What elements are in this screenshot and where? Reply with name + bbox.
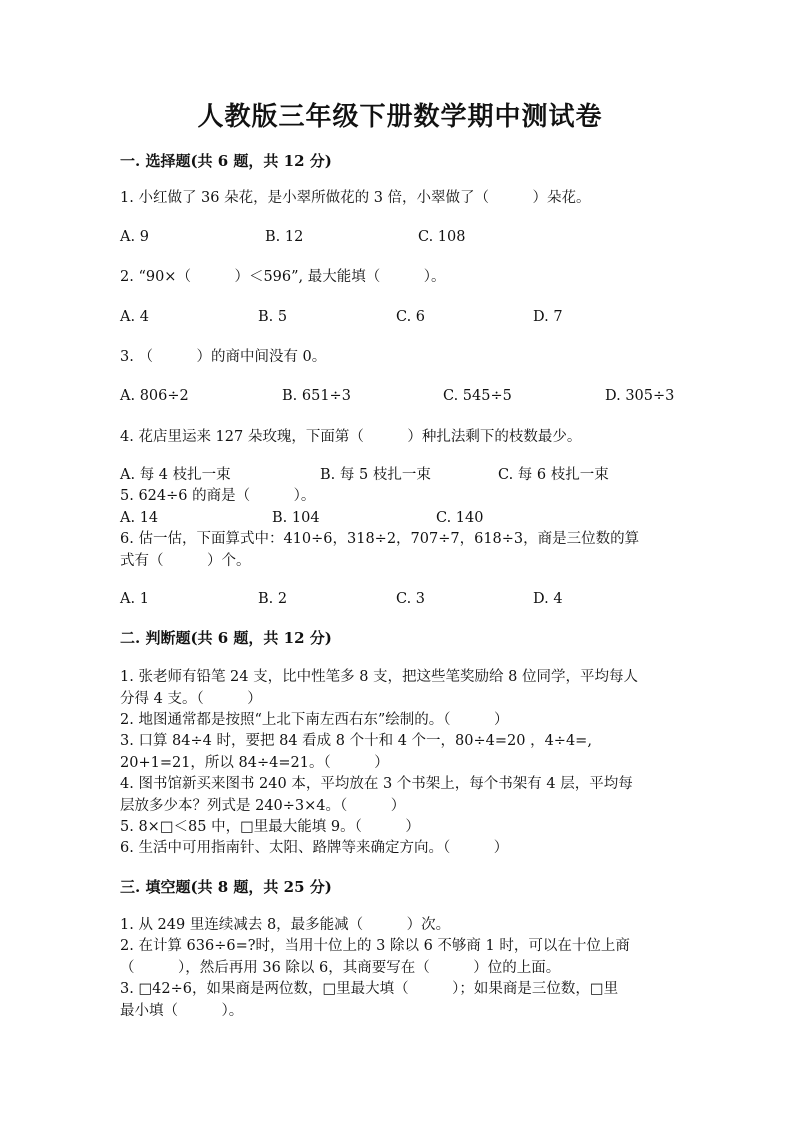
fill-q2-line1: 2. 在计算 636÷6=?时，当用十位上的 3 除以 6 不够商 1 时，可以在十位上商 xyxy=(120,938,630,954)
judge-q4-line2: 层放多少本？列式是 240÷3×4。（ ） xyxy=(120,798,406,814)
choice-q6-option-b: B. 2 xyxy=(258,591,288,607)
choice-q6-option-a: A. 1 xyxy=(120,591,149,607)
choice-q5-option-b: B. 104 xyxy=(272,510,320,526)
choice-q1-option-b: B. 12 xyxy=(265,229,304,245)
choice-q6-option-c: C. 3 xyxy=(396,591,426,607)
judge-q3-line2: 20+1=21，所以 84÷4=21。（ ） xyxy=(120,755,389,771)
choice-q5-option-c: C. 140 xyxy=(436,510,484,526)
judge-q3-line1: 3. 口算 84÷4 时，要把 84 看成 8 个十和 4 个一，80÷4=20 ，4÷4=, xyxy=(120,733,592,749)
choice-q6-line1: 6. 估一估，下面算式中：410÷6，318÷2，707÷7，618÷3，商是三位数的算 xyxy=(120,531,640,547)
choice-q4-option-c: C. 每 6 枝扎一束 xyxy=(498,467,609,483)
choice-q1-option-c: C. 108 xyxy=(418,229,466,245)
choice-q2-option-b: B. 5 xyxy=(258,309,288,325)
section-fill-header: 三. 填空题(共 8 题，共 25 分) xyxy=(120,878,332,896)
choice-q2-option-a: A. 4 xyxy=(120,309,149,325)
judge-q2: 2. 地图通常都是按照“上北下南左西右东”绘制的。（ ） xyxy=(120,712,509,728)
section-judge-header: 二. 判断题(共 6 题，共 12 分) xyxy=(120,629,332,647)
fill-q2-line2: （ ），然后再用 36 除以 6，其商要写在（ ）位的上面。 xyxy=(120,960,561,976)
choice-q1: 1. 小红做了 36 朵花，是小翠所做花的 3 倍，小翠做了（ ）朵花。 xyxy=(120,190,591,206)
page-title: 人教版三年级下册数学期中测试卷 xyxy=(197,102,603,132)
choice-q4: 4. 花店里运来 127 朵玫瑰，下面第（ ）种扎法剩下的枝数最少。 xyxy=(120,429,582,445)
choice-q3-option-c: C. 545÷5 xyxy=(443,388,512,404)
choice-q2: 2. “90×（ ）＜596”, 最大能填（ ）。 xyxy=(120,269,446,285)
choice-q2-option-c: C. 6 xyxy=(396,309,426,325)
choice-q3-option-b: B. 651÷3 xyxy=(282,388,351,404)
judge-q6: 6. 生活中可用指南针、太阳、路牌等来确定方向。（ ） xyxy=(120,840,509,856)
choice-q5-option-a: A. 14 xyxy=(120,510,159,526)
judge-q1-line1: 1. 张老师有铅笔 24 支，比中性笔多 8 支，把这些笔奖励给 8 位同学，平均每人 xyxy=(120,669,638,685)
choice-q4-option-b: B. 每 5 枝扎一束 xyxy=(320,467,431,483)
choice-q4-option-a: A. 每 4 枝扎一束 xyxy=(120,467,231,483)
choice-q3-option-a: A. 806÷2 xyxy=(120,388,189,404)
choice-q1-option-a: A. 9 xyxy=(120,229,149,245)
section-choice-header: 一. 选择题(共 6 题，共 12 分) xyxy=(120,152,332,170)
choice-q3-option-d: D. 305÷3 xyxy=(605,388,675,404)
judge-q1-line2: 分得 4 支。（ ） xyxy=(120,691,262,707)
judge-q5: 5. 8×□＜85 中，□里最大能填 9。（ ） xyxy=(120,819,420,835)
fill-q1: 1. 从 249 里连续减去 8，最多能减（ ）次。 xyxy=(120,917,451,933)
fill-q3-line1: 3. □42÷6，如果商是两位数，□里最大填（ ）；如果商是三位数，□里 xyxy=(120,981,619,997)
choice-q3: 3. （ ）的商中间没有 0。 xyxy=(120,349,327,365)
choice-q5: 5. 624÷6 的商是（ ）。 xyxy=(120,488,316,504)
choice-q6-option-d: D. 4 xyxy=(533,591,563,607)
choice-q2-option-d: D. 7 xyxy=(533,309,563,325)
judge-q4-line1: 4. 图书馆新买来图书 240 本，平均放在 3 个书架上，每个书架有 4 层，平均每 xyxy=(120,776,633,792)
choice-q6-line2: 式有（ ）个。 xyxy=(120,553,251,569)
fill-q3-line2: 最小填（ ）。 xyxy=(120,1003,244,1019)
